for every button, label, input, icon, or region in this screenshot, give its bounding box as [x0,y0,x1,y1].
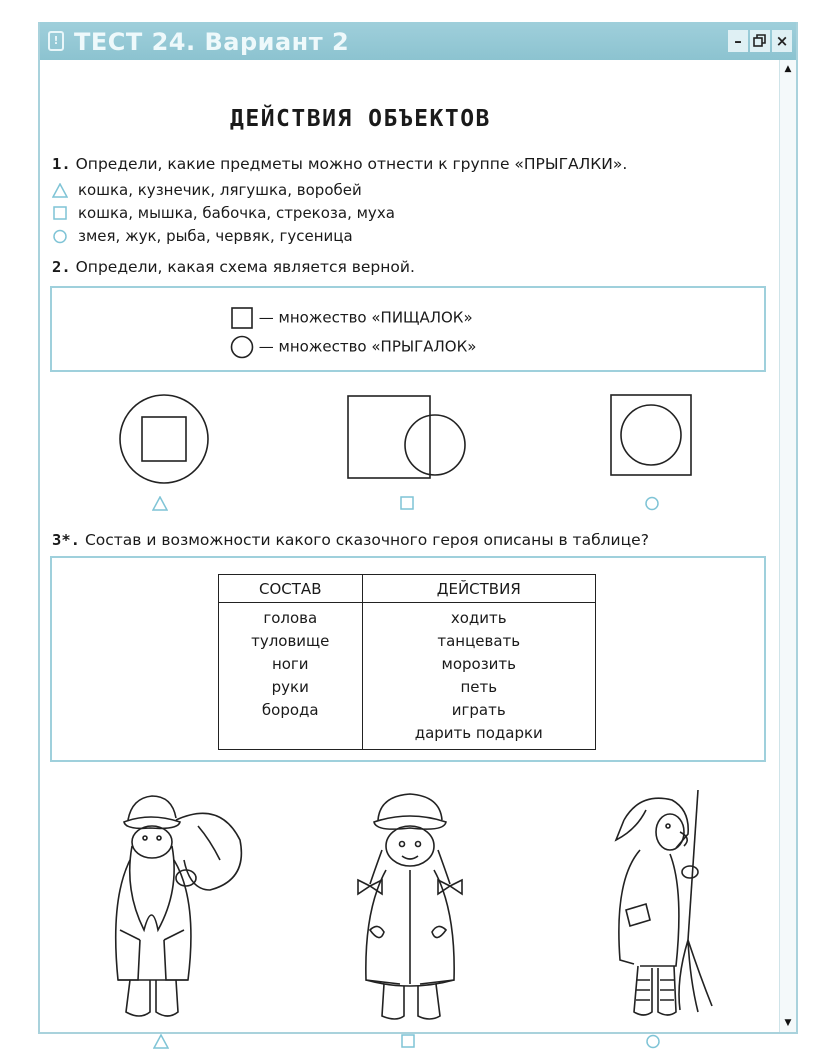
diagram-circle-in-square [608,392,694,478]
close-button[interactable]: × [772,30,792,52]
table-header: СОСТАВ [219,575,363,603]
minimize-button[interactable]: – [728,30,748,52]
answer-mark-circle-icon[interactable] [645,1034,661,1049]
legend-box [50,286,766,372]
table-cell: дарить подарки [414,724,543,742]
test-content [40,60,780,1032]
table-cell: туловище [251,632,330,650]
legend-text: — множество «ПИЩАЛОК» [258,308,473,327]
question-1 [52,155,627,173]
restore-icon [753,34,767,48]
window-title: ТЕСТ 24. Вариант 2 [74,28,350,56]
question-3 [52,531,649,549]
question-text: Определи, какие предметы можно отнести к группе «ПРЫГАЛКИ». [75,155,628,173]
table-cell: петь [460,678,498,696]
question-number: 1. [52,155,71,173]
answer-mark-circle-icon[interactable] [644,496,660,511]
ded-moroz-illustration [80,780,250,1030]
composition-column [219,603,363,750]
question-number: 2. [52,258,71,276]
question-text: Определи, какая схема является верной. [75,258,415,276]
table-cell: ноги [271,655,309,673]
snegurochka-illustration [340,780,480,1030]
document-icon: ! [48,31,64,51]
page-title: ДЕЙСТВИЯ ОБЪЕКТОВ [230,106,491,132]
square-icon [52,206,68,221]
title-bar[interactable] [40,22,796,60]
circle-icon [230,335,254,359]
diagram-square-circle-overlap [345,393,469,485]
triangle-icon [52,183,68,198]
answer-text: змея, жук, рыба, червяк, гусеница [78,227,353,245]
table-header: ДЕЙСТВИЯ [362,575,596,603]
question-2 [52,258,415,276]
scroll-down-arrow-icon[interactable]: ▼ [784,1018,792,1028]
table-cell: борода [261,701,319,719]
diagram-square-in-circle [115,390,213,488]
scroll-up-arrow-icon[interactable]: ▲ [784,64,792,74]
legend-row-circle [230,335,476,359]
table-cell: голова [263,609,318,627]
legend-text: — множество «ПРЫГАЛОК» [258,337,477,356]
table-cell: руки [271,678,309,696]
hero-table [218,574,596,750]
answer-text: кошка, кузнечик, лягушка, воробей [78,181,362,199]
baba-yaga-illustration [580,780,730,1030]
circle-icon [52,229,68,244]
question-text: Состав и возможности какого сказочного героя описаны в таблице? [84,531,649,549]
answer-mark-square-icon[interactable] [400,1034,416,1049]
test-window [38,22,798,1034]
restore-button[interactable] [750,30,770,52]
table-cell: танцевать [437,632,521,650]
legend-row-square [230,306,473,330]
table-cell: морозить [441,655,516,673]
answer-text: кошка, мышка, бабочка, стрекоза, муха [78,204,395,222]
table-cell: играть [451,701,506,719]
actions-column [362,603,596,750]
square-icon [230,306,254,330]
answer-mark-triangle-icon[interactable] [153,1034,169,1049]
question-number: 3*. [52,531,80,549]
vertical-scrollbar[interactable] [779,60,796,1032]
answer-mark-triangle-icon[interactable] [152,496,168,511]
table-cell: ходить [450,609,507,627]
answer-mark-square-icon[interactable] [399,496,415,511]
